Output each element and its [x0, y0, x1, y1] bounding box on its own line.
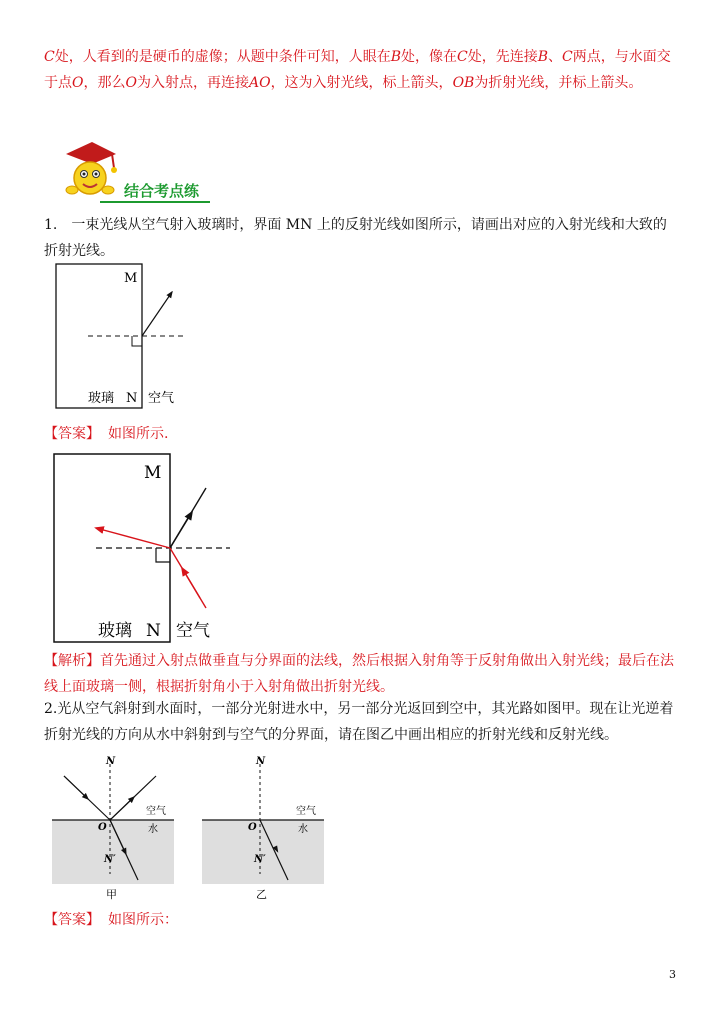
label-glass: 玻璃: [98, 621, 132, 641]
figure-answer-1: [54, 452, 244, 644]
right-angle-mark: [156, 548, 170, 562]
explanation-paragraph: C处，人看到的是硬币的虚像；从题中条件可知，人眼在B处，像在C处，先连接B、C两点，与水面交于点O，那么O为入射点，再连接AO，这为入射光线，标上箭头，OB为折射光线，并标上箭头。: [44, 49, 671, 91]
label-air: 空气: [148, 391, 175, 406]
page-number: 3: [669, 968, 676, 981]
label-air: 空气: [296, 806, 316, 817]
right-angle-mark: [132, 336, 142, 346]
figure-jia: [50, 750, 180, 900]
incident-ray-arrow: [64, 776, 88, 799]
label-glass: 玻璃: [88, 391, 115, 406]
section-title: 结合考点练: [124, 182, 200, 200]
reflected-ray: [142, 292, 172, 336]
answer-tag: 【答案】: [44, 912, 100, 928]
mascot-icon: [52, 140, 122, 202]
caption-jia: 甲: [106, 888, 117, 901]
answer-text: 如图所示：: [108, 912, 178, 928]
label-N-prime: N′: [104, 854, 116, 865]
figure-q1: [56, 262, 196, 412]
label-water: 水: [148, 824, 158, 835]
label-air: 空气: [176, 621, 210, 641]
caption-yi: 乙: [256, 888, 267, 901]
refracted-ray: [96, 528, 170, 548]
label-M: M: [124, 271, 138, 286]
answer-text: 如图所示.: [108, 426, 169, 442]
reflected-ray-arrow: [110, 797, 134, 820]
reflected-ray-arrow: [170, 512, 192, 548]
label-N: N: [126, 391, 138, 406]
answer-tag: 【答案】: [44, 426, 100, 442]
label-M: M: [144, 463, 162, 483]
question-2-text: 2.光从空气斜射到水面时，一部分光射进水中，另一部分光返回到空中，其光路如图甲。现在让光逆着折射光线的方向从水中斜射到与空气的分界面，请在图乙中画出相应的折射光线和反射光线。: [44, 701, 674, 743]
label-N: N: [256, 756, 266, 767]
question-1-text: 1. 一束光线从空气射入玻璃时，界面 MN 上的反射光线如图所示，请画出对应的入射光线和大致的折射光线。: [44, 217, 667, 259]
label-N-prime: N′: [254, 854, 266, 865]
answer-1: [44, 422, 168, 446]
analysis-1: [44, 648, 678, 700]
analysis-text: 首先通过入射点做垂直与分界面的法线，然后根据入射角等于反射角做出入射光线；最后在法线上面玻璃一侧，根据折射角小于入射角做出折射光线。: [44, 653, 674, 695]
label-N: N: [106, 756, 116, 767]
label-O: O: [248, 822, 257, 833]
incident-ray-arrow: [182, 568, 200, 598]
section-title-underline: [100, 201, 210, 203]
figure-yi: [200, 750, 330, 900]
label-air: 空气: [146, 806, 166, 817]
label-N: N: [146, 621, 161, 641]
label-water: 水: [298, 824, 308, 835]
analysis-tag: 【解析】: [44, 653, 100, 669]
label-O: O: [98, 822, 107, 833]
answer-2: [44, 908, 178, 932]
